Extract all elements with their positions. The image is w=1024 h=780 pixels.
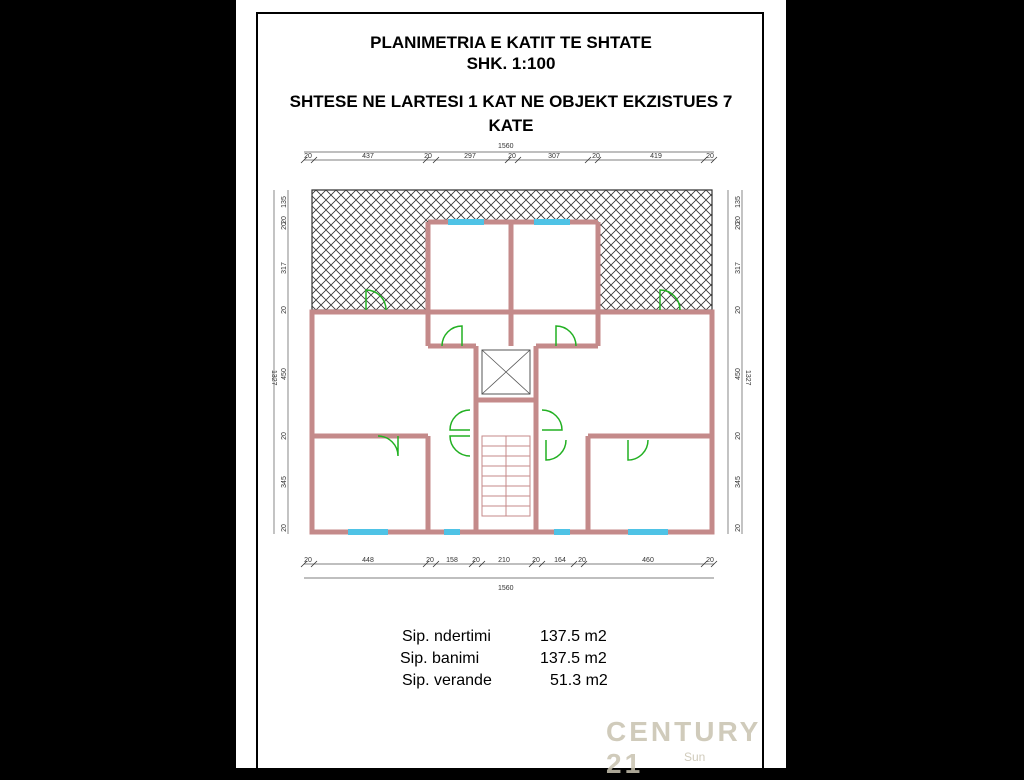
right-segment-dim: 20 <box>735 524 742 532</box>
top-segment-dim: 20 <box>304 153 312 160</box>
left-total-dim: 1327 <box>270 370 277 386</box>
plan-subtitle: SHTESE NE LARTESI 1 KAT NE OBJEKT EKZISTUES 7 <box>289 92 733 111</box>
watermark-sub: Sun <box>684 750 706 764</box>
right-total-dim: 1327 <box>744 370 751 386</box>
left-segment-dim: 135 <box>281 196 288 208</box>
bottom-segment-dim: 20 <box>706 557 714 564</box>
area-value: 137.5 m2 <box>540 628 607 645</box>
right-segment-dim: 20 <box>735 432 742 440</box>
right-segment-dim: 20 <box>735 306 742 314</box>
bottom-segment-dim: 20 <box>578 557 586 564</box>
plan-scale: SHK. 1:100 <box>466 54 556 73</box>
bottom-segment-dim: 20 <box>426 557 434 564</box>
right-segment-dim: 135 <box>735 196 742 208</box>
watermark-brand: CENTURY 21 <box>606 716 761 779</box>
right-segment-dim: 450 <box>735 368 742 380</box>
top-total-dim: 1560 <box>498 143 514 150</box>
right-segment-dim: 345 <box>735 476 742 488</box>
bottom-segment-dim: 20 <box>304 557 312 564</box>
area-value: 137.5 m2 <box>540 650 607 667</box>
drawing-sheet <box>236 0 786 779</box>
area-label: Sip. verande <box>402 672 492 689</box>
plan-title: PLANIMETRIA E KATIT TE SHTATE <box>370 33 652 52</box>
left-segment-dim: 345 <box>281 476 288 488</box>
top-segment-dim: 20 <box>592 153 600 160</box>
bottom-segment-dim: 20 <box>532 557 540 564</box>
bottom-total-dim: 1560 <box>498 585 514 592</box>
top-segment-dim: 297 <box>464 153 476 160</box>
bottom-segment-dim: 448 <box>362 557 374 564</box>
top-segment-dim: 20 <box>424 153 432 160</box>
top-segment-dim: 419 <box>650 153 662 160</box>
bottom-segment-dim: 20 <box>472 557 480 564</box>
elevator-shaft <box>482 350 530 394</box>
bottom-segment-dim: 164 <box>554 557 566 564</box>
left-segment-dim: 20 <box>281 216 288 224</box>
top-segment-dim: 437 <box>362 153 374 160</box>
top-segment-dim: 20 <box>508 153 516 160</box>
left-segment-dim: 20 <box>281 222 288 230</box>
left-segment-dim: 450 <box>281 368 288 380</box>
left-segment-dim: 20 <box>281 306 288 314</box>
floor-plan <box>236 0 786 620</box>
bottom-segment-dim: 460 <box>642 557 654 564</box>
left-segment-dim: 20 <box>281 524 288 532</box>
century21-watermark <box>606 716 786 779</box>
right-segment-dim: 20 <box>735 216 742 224</box>
right-segment-dim: 317 <box>735 262 742 274</box>
bottom-segment-dim: 158 <box>446 557 458 564</box>
area-label: Sip. banimi <box>400 650 480 667</box>
area-label: Sip. ndertimi <box>402 628 491 645</box>
area-value: 51.3 m2 <box>550 672 608 689</box>
left-segment-dim: 317 <box>281 262 288 274</box>
staircase <box>482 436 530 516</box>
plan-subtitle-cont: KATE <box>488 116 534 135</box>
left-segment-dim: 20 <box>281 432 288 440</box>
bottom-segment-dim: 210 <box>498 557 510 564</box>
top-segment-dim: 20 <box>706 153 714 160</box>
right-segment-dim: 20 <box>735 222 742 230</box>
top-segment-dim: 307 <box>548 153 560 160</box>
